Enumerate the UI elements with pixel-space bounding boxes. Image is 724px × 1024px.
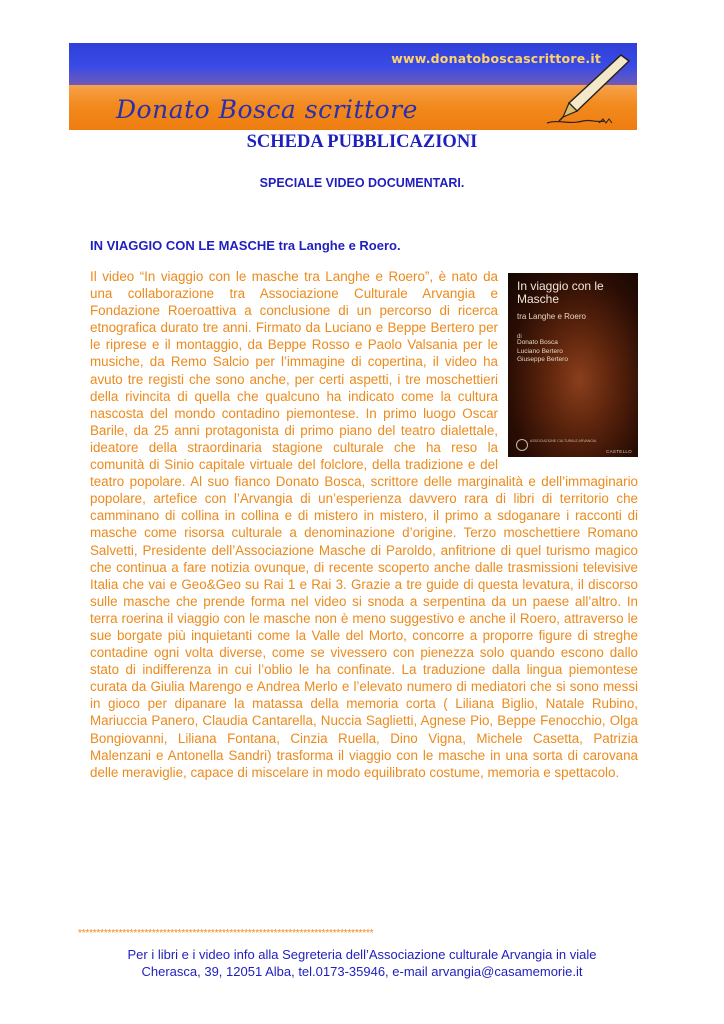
footer-line: Cherasca, 39, 12051 Alba, tel.0173-35946, e-mail arvangia@casamemorie.it [141, 964, 583, 979]
publisher-logo-icon [516, 439, 528, 451]
cover-title-line1: In viaggio con le [517, 279, 604, 293]
footer-line: Per i libri e i video info alla Segreteria dell’Associazione culturale Arvangia in viale [127, 947, 597, 962]
publisher-logo-text: ASSOCIAZIONE CULTURALE ARVANGIA [530, 439, 597, 443]
video-cover-image [508, 273, 638, 457]
author-name-logo: Donato Bosca scrittore [116, 95, 418, 124]
footer-contact [0, 946, 724, 980]
cover-author: Donato Bosca [517, 339, 558, 346]
footer-separator: ******************************************************************************** [78, 928, 374, 939]
cover-author: Giuseppe Bertero [517, 356, 568, 363]
cover-by: di [517, 334, 522, 340]
cover-subtitle: tra Langhe e Roero [517, 312, 586, 321]
website-url[interactable]: www.donatoboscascrittore.it [391, 51, 601, 66]
page-title: SCHEDA PUBBLICAZIONI [246, 132, 478, 152]
cover-title-line2: Masche [517, 292, 560, 306]
article-paragraph: Il video “In viaggio con le masche tra Langhe e Roero”, è nato da una collaborazione tra Associazione Culturale Arvangia e Fondazione Roeroattiva a conclusione di un percorso di ricerca etnografica durato tre anni. Firmato da Luciano e Beppe Bertero per le riprese e il montaggio, da Beppe Rosso e Paolo Valsania per le musiche, da Remo Salcio per l’immagine di copertina, il video ha avuto tre registi che sono anche, per certi aspetti, i tre moschettieri della rivincita di quella che qualcuno ha indicato come la cultura nascosta del mondo contadino piemontese. In primo luogo Oscar Barile, da 25 anni protagonista di primo piano del teatro dialettale, ideatore della straordinaria stagione culturale che ha reso la comunità di Sinio capitale virtuale del folclore, della tradizione e del teatro popolare. Al suo fianco Donato Bosca, scrittore delle marginalità e dell’immaginario popolare, artefice con l’Arvangia di un’esperienza davvero rara di libri di territorio che camminano di collina in collina e di mistero in mistero, il primo a sdoganare i racconti di masche come risorsa culturale a denominazione d’origine. Terzo moschettiere Romano Salvetti, Presidente dell’Associazione Masche di Paroldo, anfitrione di quel turismo magico che continua a fare notizia ovunque, di recente scoperto anche dalle trasmissioni televisive Italia che vai e Geo&Geo su Rai 1 e Rai 3. Grazie a tre guide di questa levatura, il discorso sulle masche che prende forma nel video si snoda a serpentina da un paese all’altro. In terra roerina il viaggio con le masche non è meno suggestivo e anche il Roero, attraverso le sue borgate più inquietanti come la Valle del Morto, concorre a proporre figure di streghe contadine ogni volta diverse, come se vivessero con pienezza solo quando escono dallo stato di indifferenza in cui l’oblio le ha confinate. La traduzione dalla lingua piemontese curata da Giulia Marengo e Andrea Merlo e l’elevato numero di mediatori che si sono messi in gioco per dipanare la matassa della memoria corta ( Liliana Biglio, Natale Rubino, Mariuccia Panero, Claudia Cantarella, Nuccia Saglietti, Agnese Pio, Beppe Fenocchio, Olga Bongiovanni, Liliana Fontana, Cinzia Ruella, Dino Vigna, Michele Casetta, Patrizia Malenzani e Antonella Sandri) trasforma il viaggio con le masche in una sorta di carovana delle meraviglie, capace di miscelare in modo equilibrato costume, memoria e spettacolo. [90, 269, 638, 780]
fountain-pen-icon [539, 49, 635, 129]
cover-title [517, 280, 604, 306]
article-body [90, 268, 638, 781]
cover-author: Luciano Bertero [517, 347, 563, 355]
page-subtitle: SPECIALE VIDEO DOCUMENTARI. [259, 176, 465, 190]
cover-authors [517, 339, 568, 365]
header-banner [69, 43, 637, 130]
castello-logo: CASTELLO [606, 449, 632, 454]
section-heading: IN VIAGGIO CON LE MASCHE tra Langhe e Roero. [90, 238, 401, 253]
